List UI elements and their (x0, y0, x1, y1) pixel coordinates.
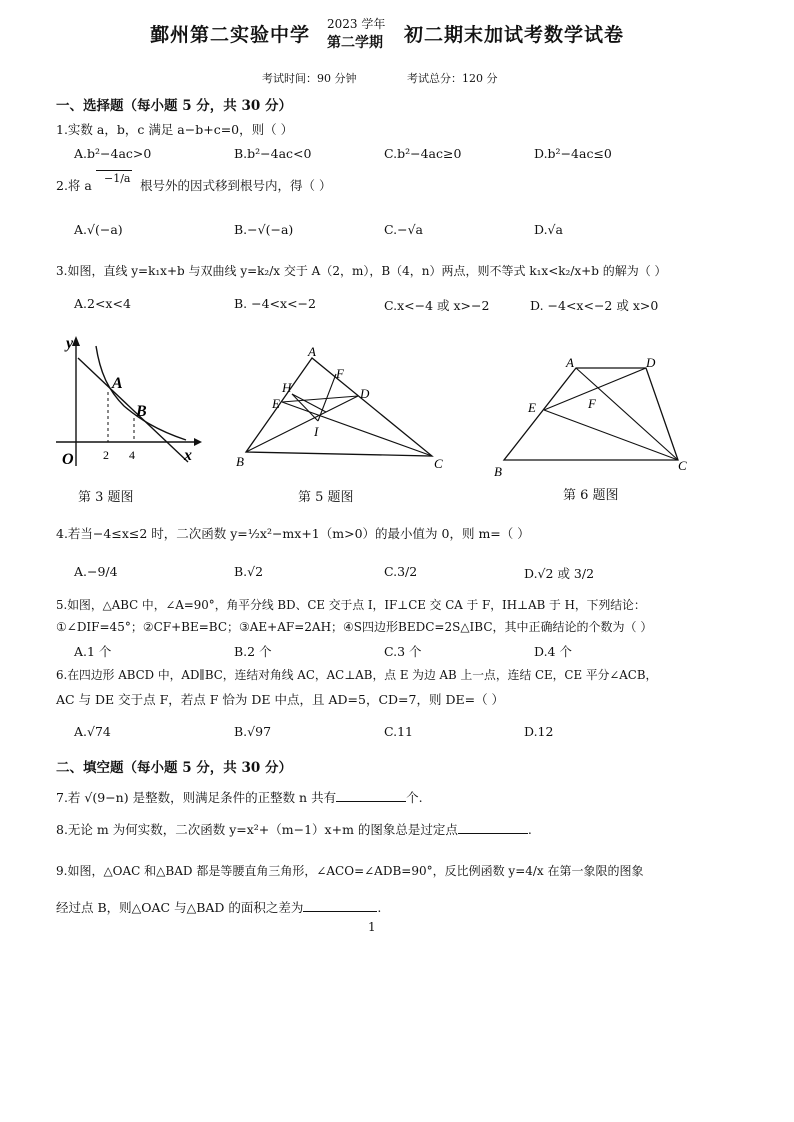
fig3-label-x: x (184, 447, 192, 464)
fig5-segment-hd (292, 394, 326, 412)
school-name: 鄞州第二实验中学 (150, 24, 311, 46)
question-1-option-c: C.b²−4ac≥0 (384, 146, 462, 161)
fig5-label-e: E (272, 396, 280, 411)
question-6-stem-line2: AC 与 DE 交于点 F，若点 F 恰为 DE 中点，且 AD=5，CD=7，则 DE=（ ） (56, 692, 505, 707)
question-2-option-c: C.−√a (384, 222, 423, 237)
fig3-label-b: B (136, 403, 147, 420)
question-9-text-end: . (377, 900, 382, 915)
question-2-stem-radical: −1/a (96, 170, 132, 185)
question-3-option-d: D. −4<x<−2 或 x>0 (530, 298, 659, 313)
figure-5 (232, 344, 452, 470)
fig5-bisector-ce (282, 402, 432, 456)
question-6-option-b: B.√97 (234, 724, 272, 739)
question-7-text-end: 个. (406, 790, 423, 805)
question-2-stem-post: 根号外的因式移到根号内，得（ ） (140, 178, 332, 193)
fig3-tick-2: 2 (103, 448, 109, 462)
fig6-diagonal-ac (576, 368, 678, 460)
fig6-segment-ce (544, 410, 678, 460)
question-6-option-a: A.√74 (74, 724, 111, 739)
section-multiple-choice-title: 一、选择题（每小题 5 分，共 30 分） (56, 98, 292, 114)
fig3-x-arrow-icon (194, 438, 202, 446)
page-number: 1 (368, 920, 376, 934)
question-2-option-b: B.−√(−a) (234, 222, 294, 237)
question-9-line2 (56, 898, 381, 916)
question-9-line1: 9.如图，△OAC 和△BAD 都是等腰直角三角形，∠ACO=∠ADB=90°，反比例函数 y=4/x 在第一象限的图象 (56, 864, 644, 878)
fig3-label-a: A (112, 375, 123, 392)
question-4-option-b: B.√2 (234, 564, 264, 579)
exam-title: 初二期末加试考数学试卷 (404, 24, 625, 46)
question-8-answer-blank[interactable] (458, 821, 528, 834)
question-8 (56, 820, 532, 838)
fig6-label-f: F (588, 396, 596, 411)
fig3-label-y: y (66, 335, 74, 352)
question-2-option-d: D.√a (534, 222, 563, 237)
question-3-option-b: B. −4<x<−2 (234, 296, 316, 311)
question-1-option-b: B.b²−4ac<0 (234, 146, 312, 161)
fig6-label-e: E (528, 400, 536, 415)
question-5-option-d: D.4 个 (534, 644, 572, 659)
exam-total-score: 考试总分：120 分 (407, 72, 498, 85)
question-8-text: 8.无论 m 为何实数，二次函数 y=x²+（m−1）x+m 的图象总是过定点 (56, 822, 458, 837)
question-6-option-d: D.12 (524, 724, 554, 739)
question-5-option-c: C.3 个 (384, 644, 422, 659)
question-8-text-end: . (527, 822, 532, 837)
school-term: 第二学期 (327, 35, 383, 51)
fig3-y-arrow-icon (72, 336, 80, 346)
fig6-label-c: C (678, 458, 687, 473)
fig5-label-i: I (314, 424, 319, 439)
question-4-stem: 4.若当−4≤x≤2 时，二次函数 y=½x²−mx+1（m>0）的最小值为 0，则 m=（ ） (56, 526, 530, 541)
question-5-stem-line1: 5.如图，△ABC 中，∠A=90°，角平分线 BD、CE 交于点 I，IF⊥CE 交 CA 于 F，IH⊥AB 于 H，下列结论： (56, 598, 646, 612)
figure-5-caption: 第 5 题图 (298, 490, 354, 505)
fig3-hyperbola (96, 346, 186, 440)
question-4-option-a: A.−9/4 (74, 564, 118, 579)
exam-time: 考试时间：90 分钟 (262, 72, 357, 85)
fig5-label-f: F (336, 366, 344, 381)
question-9-answer-blank[interactable] (303, 899, 377, 912)
fig3-tick-4: 4 (129, 448, 135, 462)
fig5-label-a: A (308, 344, 316, 359)
question-7 (56, 788, 423, 806)
figure-3-caption: 第 3 题图 (78, 490, 134, 505)
question-3-option-c: C.x<−4 或 x>−2 (384, 298, 490, 313)
question-6-stem-line1: 6.在四边形 ABCD 中，AD∥BC，连结对角线 AC，AC⊥AB，点 E 为边 AB 上一点，连结 CE，CE 平分∠ACB， (56, 668, 658, 682)
fig5-label-h: H (282, 380, 292, 395)
figure-6-caption: 第 6 题图 (563, 488, 619, 503)
question-2-option-a: A.√(−a) (74, 222, 123, 237)
fig3-line (78, 358, 188, 462)
fig6-label-b: B (494, 464, 502, 479)
question-5-stem-line2: ①∠DIF=45°；②CF+BE=BC；③AE+AF=2AH；④S四边形BEDC=2S△IBC，其中正确结论的个数为（ ） (56, 620, 653, 634)
question-5-option-b: B.2 个 (234, 644, 272, 659)
question-6-option-c: C.11 (384, 724, 413, 739)
fig3-label-o: O (62, 451, 74, 468)
question-3-stem: 3.如图，直线 y=k₁x+b 与双曲线 y=k₂/x 交于 A（2，m），B（4，n）两点，则不等式 k₁x<k₂/x+b 的解为（ ） (56, 264, 667, 278)
question-4-option-d: D.√2 或 3/2 (524, 566, 595, 581)
question-9-text: 经过点 B，则△OAC 与△BAD 的面积之差为 (56, 900, 304, 915)
question-7-text: 7.若 √(9−n) 是整数，则满足条件的正整数 n 共有 (56, 790, 337, 805)
question-1-option-d: D.b²−4ac≤0 (534, 146, 612, 161)
fig6-label-d: D (646, 356, 656, 370)
question-1-option-a: A.b²−4ac>0 (74, 146, 152, 161)
question-3-option-a: A.2<x<4 (74, 296, 131, 311)
question-7-answer-blank[interactable] (336, 789, 406, 802)
question-5-option-a: A.1 个 (74, 644, 112, 659)
fig5-label-c: C (434, 456, 443, 470)
fig5-label-b: B (236, 454, 244, 469)
figure-3 (52, 332, 202, 472)
section-fill-in-title: 二、填空题（每小题 5 分，共 30 分） (56, 760, 292, 776)
fig5-label-d: D (360, 386, 370, 401)
question-4-option-c: C.3/2 (384, 564, 418, 579)
fig6-label-a: A (566, 356, 574, 370)
school-year: 2023 学年 (327, 17, 386, 31)
question-1-stem: 1.实数 a，b，c 满足 a−b+c=0，则（ ） (56, 122, 294, 137)
question-2-stem-pre: 2.将 a (56, 178, 92, 193)
figure-6 (492, 356, 692, 482)
